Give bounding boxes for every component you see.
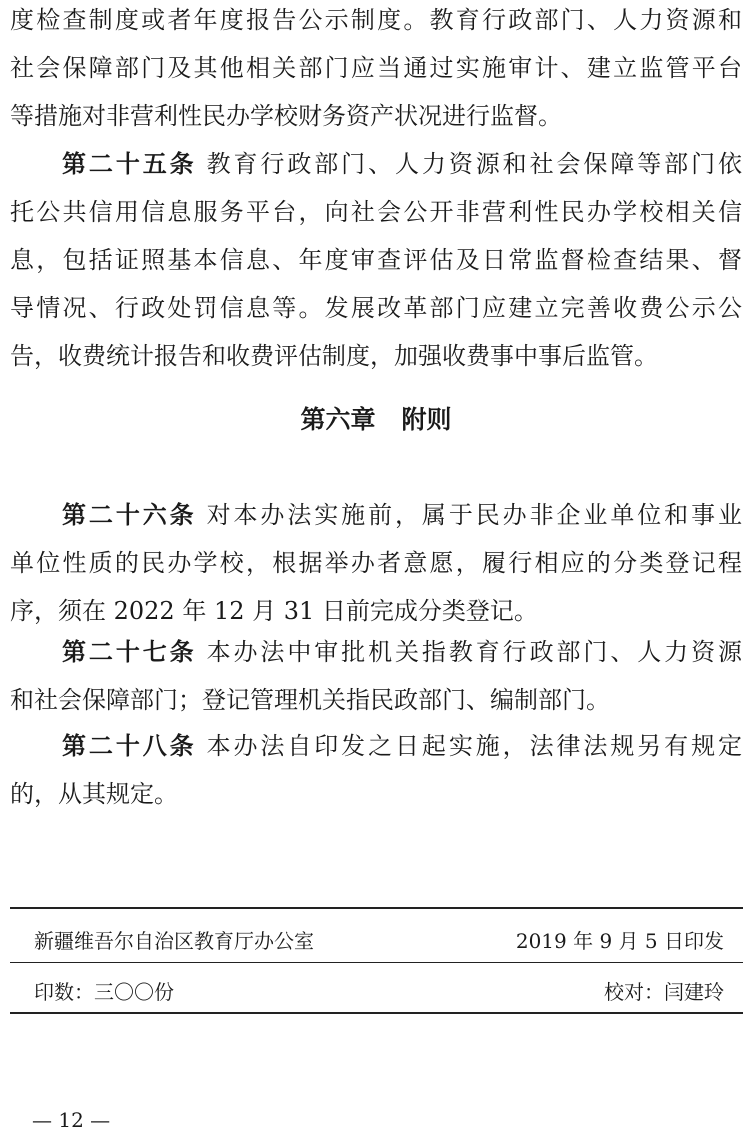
body-text: 对本办法实施前，属于民办非企业单位和事业 — [206, 501, 743, 529]
issue-date: 2019 年 9 月 5 日印发 — [515, 929, 724, 953]
article-26-first-line — [62, 503, 742, 527]
body-line: 单位性质的民办学校，根据举办者意愿，履行相应的分类登记程 — [10, 549, 742, 577]
body-line: 导情况、行政处罚信息等。发展改革部门应建立完善收费公示公 — [10, 294, 742, 322]
body-line: 社会保障部门及其他相关部门应当通过实施审计、建立监管平台 — [10, 54, 742, 82]
article-25-label: 第二十五条 — [62, 150, 197, 178]
proofreader: 校对：闫建玲 — [604, 980, 724, 1004]
body-line: 告，收费统计报告和收费评估制度，加强收费事中事后监管。 — [10, 342, 658, 370]
body-line: 等措施对非营利性民办学校财务资产状况进行监督。 — [10, 102, 562, 130]
body-text: 本办法自印发之日起实施，法律法规另有规定 — [206, 732, 743, 760]
body-line: 息，包括证照基本信息、年度审查评估及日常监督检查结果、督 — [10, 246, 742, 274]
article-27-first-line — [62, 640, 742, 664]
footer-top-rule — [10, 907, 743, 909]
body-line: 和社会保障部门；登记管理机关指民政部门、编制部门。 — [10, 686, 610, 714]
body-text: 本办法中审批机关指教育行政部门、人力资源 — [206, 638, 743, 666]
issuer: 新疆维吾尔自治区教育厅办公室 — [34, 929, 314, 953]
chapter-number: 第六章 — [300, 405, 376, 434]
copies: 印数：三〇〇份 — [34, 980, 174, 1004]
body-line: 的，从其规定。 — [10, 780, 178, 808]
footer-issuer-row — [34, 931, 724, 951]
footer-bottom-rule — [10, 1012, 743, 1014]
body-line: 托公共信用信息服务平台，向社会公开非营利性民办学校相关信 — [10, 198, 742, 226]
body-line: 度检查制度或者年度报告公示制度。教育行政部门、人力资源和 — [10, 6, 742, 34]
footer-middle-rule — [10, 962, 743, 963]
article-28-label: 第二十八条 — [62, 732, 197, 760]
footer-copies-row — [34, 982, 724, 1002]
body-line: 序，须在 2022 年 12 月 31 日前完成分类登记。 — [10, 597, 538, 625]
article-28-first-line — [62, 734, 742, 758]
article-26-label: 第二十六条 — [62, 501, 197, 529]
article-25-first-line — [62, 152, 742, 176]
chapter-title: 附则 — [401, 405, 452, 434]
body-text: 教育行政部门、人力资源和社会保障等部门依 — [206, 150, 743, 178]
chapter-heading — [0, 407, 752, 432]
page-number: — 12 — — [32, 1108, 111, 1132]
article-27-label: 第二十七条 — [62, 638, 197, 666]
